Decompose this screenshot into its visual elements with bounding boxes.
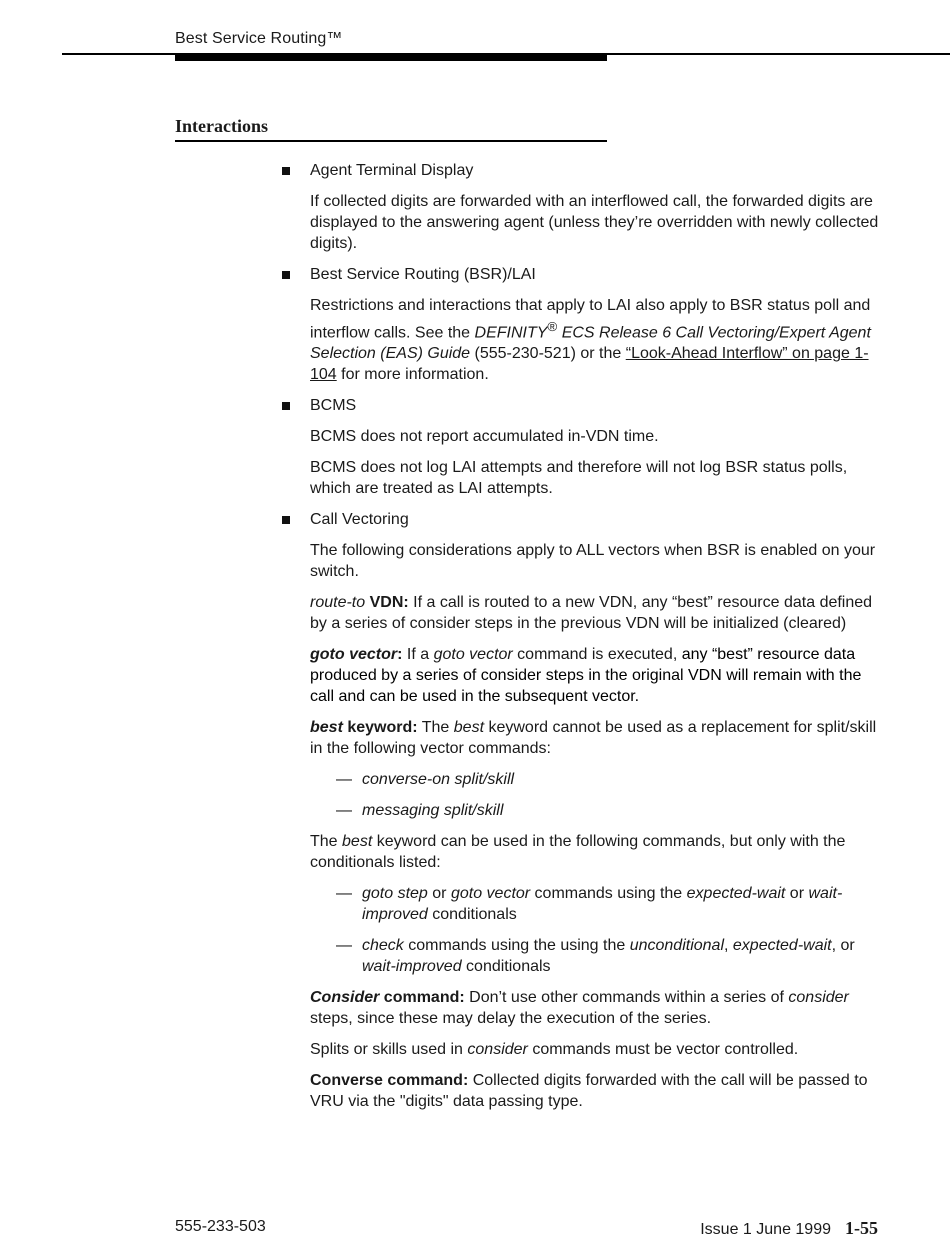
text: Collected digits forwarded with the call will be passed to VRU via the "digits" data passing type. — [310, 1072, 868, 1111]
content-body — [310, 160, 882, 1122]
bullet-square-icon — [282, 402, 290, 410]
cross-reference-link[interactable]: “Look-Ahead Interflow” on page 1-104 — [310, 345, 869, 384]
text: converse-on split/skill — [362, 771, 515, 789]
term: command: — [379, 989, 465, 1007]
term: route-to — [310, 594, 366, 612]
term: expected-wait — [686, 885, 786, 903]
bullet-square-icon — [282, 516, 290, 524]
text: conditionals — [461, 958, 551, 976]
term: keyword: — [342, 719, 418, 737]
bullet-item-agent-terminal-display — [310, 160, 882, 181]
text: If a call is routed to a new VDN, any “best” resource data defined by a series of consider steps in the previous VDN will be initialized (cleared) — [310, 594, 873, 633]
text: : — [397, 646, 403, 664]
text: messaging split/skill — [362, 802, 504, 820]
term: Consider — [310, 989, 380, 1007]
term: best — [453, 719, 485, 737]
text: Don’t use other commands within a series of — [464, 989, 789, 1007]
text: Restrictions and interactions that apply to LAI also apply to BSR status poll and interflow calls. See the — [310, 297, 871, 342]
bullet-heading: Agent Terminal Display — [310, 162, 474, 179]
list-item — [310, 935, 882, 977]
bullet-heading: Best Service Routing (BSR)/LAI — [310, 266, 536, 283]
text: steps, since these may delay the execution of the series. — [310, 1010, 712, 1028]
term: check — [362, 937, 404, 955]
paragraph-conditionals — [310, 831, 882, 873]
term: unconditional — [629, 937, 724, 955]
footer-issue — [700, 1218, 878, 1239]
list-item — [310, 800, 882, 821]
text: conditionals — [427, 906, 517, 924]
bullet-item-call-vectoring — [310, 509, 882, 530]
term: wait-improved — [362, 958, 462, 976]
paragraph: If collected digits are forwarded with an interflowed call, the forwarded digits are displayed to the answering agent (unless they’re overridden with newly collected digits). — [310, 193, 879, 252]
paragraph-route-to — [310, 592, 882, 634]
bullet-square-icon — [282, 167, 290, 175]
section-title: Interactions — [175, 116, 607, 142]
bullet-heading: Call Vectoring — [310, 511, 409, 529]
term: goto vector — [310, 646, 398, 664]
text: commands using the using the — [403, 937, 630, 955]
list-item — [310, 883, 882, 925]
guide-title: DEFINITY — [474, 324, 548, 342]
registered-mark: ® — [547, 319, 558, 334]
footer-doc-number: 555-233-503 — [175, 1218, 266, 1235]
dash-list — [310, 769, 882, 821]
text: command is executed, — [512, 646, 682, 664]
term: goto vector — [450, 885, 531, 903]
guide-title: ECS Release 6 Call Vectoring/Expert Agent Selection (EAS) Guide — [310, 324, 871, 363]
text: If a — [402, 646, 434, 664]
page-number: 1-55 — [845, 1218, 878, 1238]
paragraph-goto-vector — [310, 644, 882, 707]
paragraph: BCMS does not log LAI attempts and therefore will not log BSR status polls, which are treated as LAI attempts. — [310, 459, 848, 498]
paragraph: The following considerations apply to ALL vectors when BSR is enabled on your switch. — [310, 542, 876, 581]
text: (555-230-521) or the — [470, 345, 626, 363]
paragraph: BCMS does not report accumulated in-VDN time. — [310, 428, 659, 446]
text: keyword cannot be used as a replacement for split/skill in the following vector commands: — [310, 719, 877, 758]
text: or — [785, 885, 809, 903]
term: wait-improved — [362, 885, 843, 924]
dash-bullet: — — [336, 937, 352, 955]
text: , or — [831, 937, 855, 955]
term: goto step — [362, 885, 428, 903]
paragraph-splits — [310, 1039, 882, 1060]
text: commands using the — [530, 885, 687, 903]
header-rule-thick — [175, 53, 607, 61]
bullet-square-icon — [282, 271, 290, 279]
paragraph-best-keyword — [310, 717, 882, 759]
text: any “best” resource data produced by a series of consider steps in the original VDN will remain with the call and can be used in the subsequent vector. — [310, 646, 862, 706]
text: Splits or skills used in — [310, 1041, 468, 1059]
bullet-item-bcms — [310, 395, 882, 416]
text: The — [417, 719, 454, 737]
issue-date: Issue 1 June 1999 — [700, 1221, 831, 1238]
term: goto vector — [433, 646, 513, 664]
term: expected-wait — [732, 937, 832, 955]
running-header: Best Service Routing™ — [175, 30, 343, 47]
text: The — [310, 833, 343, 851]
term: consider — [467, 1041, 528, 1059]
dash-bullet: — — [336, 802, 352, 820]
term: Converse command: — [310, 1072, 469, 1090]
dash-bullet: — — [336, 771, 352, 789]
text: commands must be vector controlled. — [527, 1041, 799, 1059]
term: best — [342, 833, 373, 851]
text: or — [427, 885, 451, 903]
text: keyword can be used in the following commands, but only with the conditionals listed: — [310, 833, 846, 872]
text: , — [724, 937, 733, 955]
dash-bullet: — — [336, 885, 352, 903]
term: VDN: — [365, 594, 409, 612]
bullet-item-bsr-lai — [310, 264, 882, 285]
term: consider — [788, 989, 849, 1007]
list-item — [310, 769, 882, 790]
paragraph — [310, 295, 882, 385]
text: for more information. — [336, 366, 489, 384]
term: best — [310, 719, 343, 737]
bullet-heading: BCMS — [310, 397, 357, 415]
paragraph-consider-command — [310, 987, 882, 1029]
paragraph-converse-command — [310, 1070, 882, 1112]
dash-list — [310, 883, 882, 977]
